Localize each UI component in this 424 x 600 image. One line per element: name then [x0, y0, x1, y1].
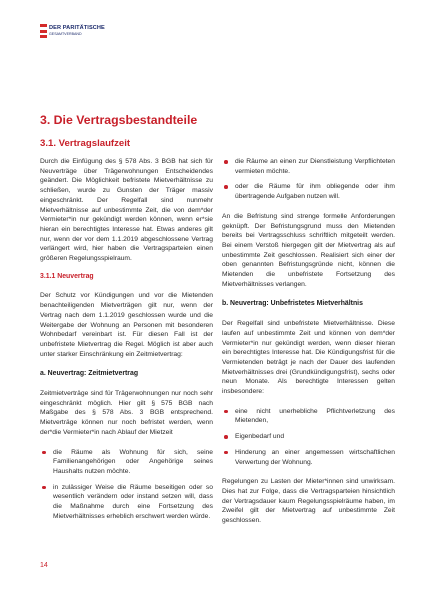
logo	[40, 24, 105, 38]
intro-paragraph: Durch die Einfügung des § 578 Abs. 3 BGB hat sich für Neuverträge über Trägerwohnungen Entscheidendes geändert. Die Möglichkeit befristete Mietverhältnisse zu schließen, wurde zu Gunsten der Träger massiv eingeschränkt. Der Regelfall sind nunmehr Mietverhältnisse auf unbestimmte Zeit, die von dem*der Vermieter*in nur gekündigt werden können, wenn er*sie hieran ein berechtigtes Interesse hat. Etwas anderes gilt nur, wenn der vor dem 1.1.2019 abgeschlossene Vertrag verlängert wird, hier haben die Vertragsparteien einen größeren Regelungsspielraum.	[40, 158, 213, 263]
list-item: die Räume an einen zur Dienstleistung Verpflichteten vermieten möchte.	[222, 157, 395, 176]
right-column	[222, 157, 395, 526]
logo-subtitle: GESAMTVERBAND	[49, 31, 82, 36]
befristung-reasons-list-cont	[222, 157, 395, 202]
left-column	[40, 157, 213, 528]
zeitmietvertrag-paragraph: Zeitmietverträge sind für Trägerwohnungen nur noch sehr eingeschränkt möglich. Hier gilt § 575 BGB nach Maßgabe des § 578 Abs. 3 BGB entsprechend. Mietverträge können nur noch befristet werden, wenn der*die Vermieter*in nach Ablauf der Mietzeit	[40, 390, 213, 436]
list-item: Hinderung an einer angemessen wirtschaftlichen Verwertung der Wohnung.	[222, 448, 395, 467]
neuvertrag-paragraph: Der Schutz vor Kündigungen und vor die Mietenden benachteiligenden Mietverträgen gilt nur, wenn der Vertrag nach dem 1.1.2019 geschlossen wurde und die Weitergabe der Wohnung an Personen mit besonderen Wohnbedarf vereinbart ist. Für diesen Fall ist der unbefristete Mietvertrag die Regel. Möglich ist aber auch unter starker Einschränkung ein Zeitmietvertrag:	[40, 292, 213, 358]
interest-list	[222, 407, 395, 468]
list-item: Eigenbedarf und	[222, 432, 395, 442]
unbefristet-heading: b. Neuvertrag: Unbefristetes Mietverhältnis	[222, 300, 363, 308]
section-title: 3. Die Vertragsbestandteile	[40, 113, 198, 127]
closing-paragraph: Regelungen zu Lasten der Mieter*innen sind unwirksam. Dies hat zur Folge, dass die Vertragsparteien hinsichtlich der Vertragsdauer kaum Regelungsspielräume haben, im Zweifel gilt der Mietvertrag auf unbestimmte Zeit geschlossen.	[222, 478, 395, 525]
befristung-reasons-list	[40, 448, 213, 522]
neuvertrag-heading: 3.1.1 Neuvertrag	[40, 272, 94, 280]
unbefristet-paragraph: Der Regelfall sind unbefristete Mietverhältnisse. Diese laufen auf unbestimmte Zeit und können von dem*der Vermieter*in nur gekündigt werden, wenn dieser hieran ein berechtigtes Interesse hat. Die Kündigungsfrist für die Vermietenden beträgt je nach der Dauer des laufenden Mietverhältnisses drei (Grundkündigungsfrist), sechs oder neun Monate. Als berechtigte Interessen gelten insbesondere:	[222, 320, 395, 396]
list-item: oder die Räume für ihm obliegende oder ihm übertragende Aufgaben nutzen will.	[222, 182, 395, 201]
list-item: eine nicht unerhebliche Pflichtverletzung des Mietenden,	[222, 407, 395, 426]
befristung-paragraph: An die Befristung sind strenge formelle Anforderungen geknüpft. Der Befristungsgrund muss den Mietenden bereits bei Vertragsschluss schriftlich mitgeteilt werden. Bei einem Verstoß hiergegen gilt der Mietvertrag als auf unbestimmte Zeit geschlossen. Realisiert sich einer der oben genannten Befristungsgründe nicht, können die Mietenden die unbefristete Fortsetzung des Mietverhältnisses verlangen.	[222, 212, 395, 288]
list-item: die Räume als Wohnung für sich, seine Familienangehörigen oder Angehörige seines Haushalts nutzen möchte.	[40, 448, 213, 477]
logo-name: DER PARITÄTISCHE	[49, 24, 105, 31]
list-item: in zulässiger Weise die Räume beseitigen oder so wesentlich verändern oder instand setzen will, dass die Maßnahme durch eine Fortsetzung des Mietverhältnisses erheblich erschwert werden würde.	[40, 483, 213, 522]
logo-mark-icon	[40, 24, 47, 38]
page-number: 14	[40, 562, 48, 569]
zeitmietvertrag-heading: a. Neuvertrag: Zeitmietvertrag	[40, 370, 139, 378]
section-subtitle: 3.1. Vertragslaufzeit	[40, 138, 131, 149]
